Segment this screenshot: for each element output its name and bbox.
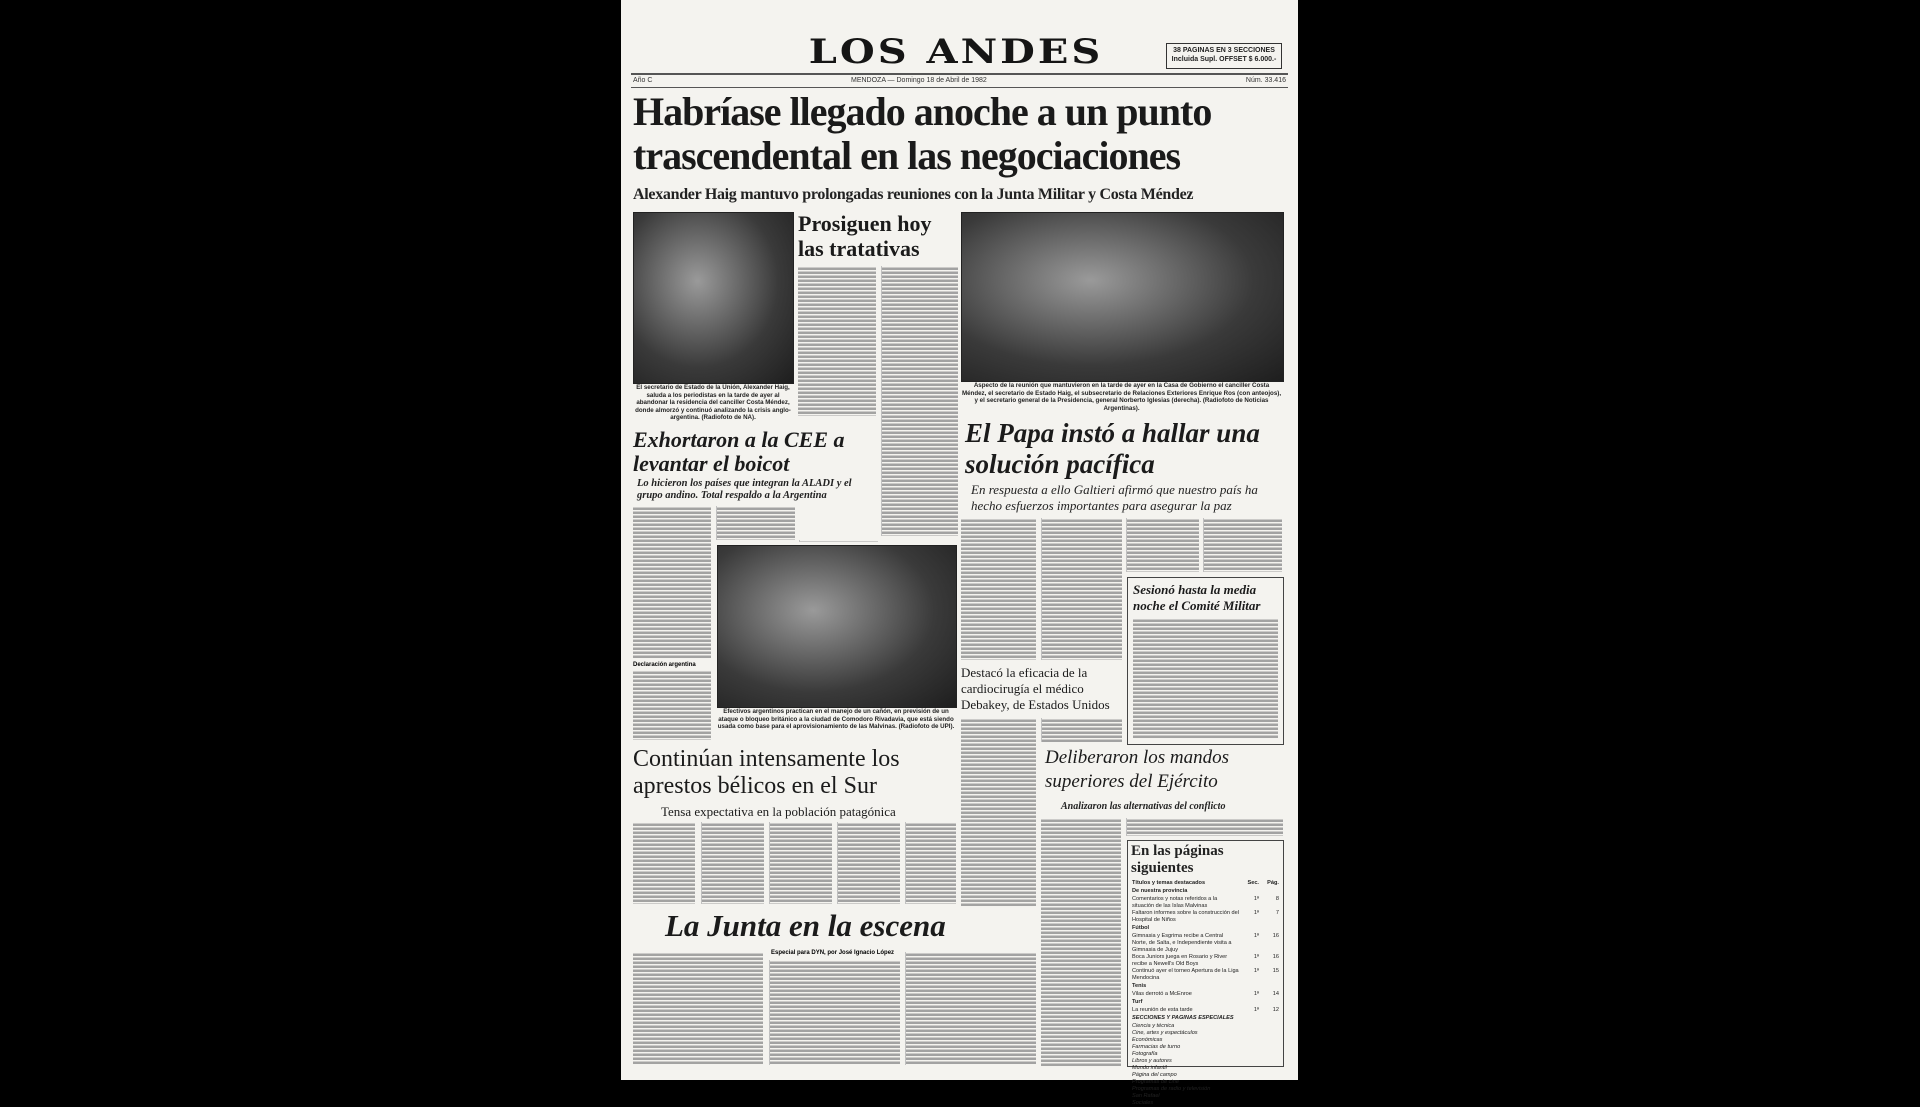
contents-ref: 15 [1272, 968, 1279, 974]
article-text [701, 822, 764, 904]
article-text [961, 718, 1036, 906]
headline-continuan: Continúan intensamente los aprestos bélicos en el Sur [633, 746, 900, 799]
contents-ref: 16 [1272, 933, 1279, 939]
article-text [905, 952, 1036, 1065]
contents-list [1128, 887, 1283, 1014]
contents-item-title: Gimnasia y Esgrima recibe a Central Norte, de Salta, e Independiente visita a Gimnasia de Jujuy [1132, 933, 1232, 953]
article-text [633, 506, 711, 658]
article-text [798, 266, 876, 416]
contents-header [1128, 880, 1283, 887]
article-text [1126, 818, 1283, 836]
special-item: Sociales [1132, 1100, 1154, 1106]
contents-ref: 1ª [1253, 954, 1259, 960]
subhead-continuan: Tensa expectativa en la población patagónica [661, 804, 896, 819]
lead-headline: Habríase llegado anoche a un punto trascendental en las negociaciones [633, 89, 1212, 178]
contents-ref: 7 [1275, 910, 1279, 916]
contents-ref: 1ª [1253, 968, 1259, 974]
year: Año C [633, 77, 653, 84]
headline-junta: La Junta en la escena [665, 908, 946, 943]
article-text [769, 960, 900, 1065]
contents-ref: 8 [1275, 896, 1279, 902]
headline-sesiono: Sesionó hasta la media noche el Comité Militar [1133, 582, 1261, 613]
special-item: Libros y autores [1132, 1058, 1172, 1064]
header-titles: Títulos y temas destacados [1132, 880, 1206, 886]
contents-ref: 1ª [1253, 1007, 1259, 1013]
special-item: Cine, artes y espectáculos [1132, 1030, 1198, 1036]
contents-ref: 12 [1272, 1007, 1279, 1013]
contents-item-title: La reunión de esta tarde [1132, 1007, 1193, 1013]
subhead-deliberaron: Analizaron las alternativas del conflicto [1061, 801, 1226, 812]
contents-ref: 14 [1272, 991, 1279, 997]
photo-cannon-drill [717, 545, 957, 708]
pages-count: 38 PAGINAS EN 3 SECCIONES [1173, 47, 1275, 54]
divider [631, 87, 1288, 88]
article-text [769, 822, 832, 904]
contents-item [1128, 954, 1283, 968]
sesiono-box [1127, 577, 1284, 745]
contents-group: De nuestra provincia [1132, 888, 1188, 894]
article-text [1126, 518, 1199, 572]
contents-item-title: Vilas derrotó a McEnroe [1132, 991, 1192, 997]
subhead-papa: En respuesta a ello Galtieri afirmó que nuestro país ha hecho esfuerzos importantes para asegurar la paz [971, 482, 1258, 513]
contents-ref: 16 [1272, 954, 1279, 960]
divider [631, 73, 1288, 75]
article-text [799, 540, 878, 542]
contents-item [1128, 910, 1283, 924]
article-text [961, 518, 1036, 660]
special-item: Mundo infantil [1132, 1065, 1167, 1071]
contents-item-title: Comentarios y notas referidos a la situación de las Islas Malvinas [1132, 896, 1218, 909]
contents-item [1128, 991, 1283, 998]
article-text [633, 670, 711, 740]
caption-meeting: Aspecto de la reunión que mantuvieron en la tarde de ayer en la Casa de Gobierno el canciller Costa Méndez, el secretario de Estado Haig, el subsecretario de Relaciones Exteriores Enrique Ros (con anteojos), y el secretario general de la Presidencia, general Norberto Iglesias (derecha). (Radiofoto de Noticias Argentinas). [961, 382, 1282, 412]
subhead-cee: Lo hicieron los países que integran la ALADI y el grupo andino. Total respaldo a la Argentina [637, 478, 852, 501]
contents-item-title: Continuó ayer el torneo Apertura de la Liga Mendocina [1132, 968, 1239, 981]
contents-ref: 1ª [1253, 991, 1259, 997]
special-item: Página del campo [1132, 1072, 1177, 1078]
contents-item [1128, 933, 1283, 954]
headline-deliberaron: Deliberaron los mandos superiores del Ejército [1045, 747, 1230, 792]
contents-group: Fútbol [1132, 925, 1150, 931]
contents-item [1128, 968, 1283, 982]
masthead-logo: LOS ANDES [808, 31, 1104, 72]
contents-item [1128, 1007, 1283, 1014]
contents-ref: 1ª [1253, 933, 1259, 939]
article-text [1041, 518, 1122, 660]
article-text [716, 506, 795, 540]
contents-title: En las páginas siguientes [1131, 843, 1224, 876]
headline-cee: Exhortaron a la CEE a levantar el boicot [633, 427, 845, 476]
headline-prosiguen: Prosiguen hoy las tratativas [798, 211, 932, 261]
article-text [633, 822, 695, 904]
article-text [905, 822, 956, 904]
special-item: Programas de cine [1132, 1079, 1179, 1085]
special-list [1128, 1023, 1283, 1107]
contents-ref: 1ª [1253, 910, 1259, 916]
special-item: Económicas [1132, 1037, 1163, 1043]
contents-item-title: Boca Juniors juega en Rosario y River recibe a Newell's Old Boys [1132, 954, 1228, 967]
article-text [633, 952, 763, 1065]
special-item: Farmacias de turno [1132, 1044, 1181, 1050]
contents-group: Tenis [1132, 983, 1147, 989]
article-text [837, 822, 900, 904]
contents-item [1128, 896, 1283, 910]
pages-info-box [1166, 43, 1282, 69]
headline-papa: El Papa instó a hallar una solución pacífica [965, 418, 1260, 479]
contents-item-title: Faltaron informes sobre la construcción del Hospital de Niños [1132, 910, 1239, 923]
supplement-price: Incluida Supl. OFFSET $ 6.000.- [1171, 56, 1277, 63]
special-item: San Rafael [1132, 1093, 1160, 1099]
date-line: MENDOZA — Domingo 18 de Abril de 1982 [851, 77, 987, 84]
contents-group: Turf [1132, 999, 1143, 1005]
newspaper-page [621, 0, 1298, 1106]
contents-box [1127, 840, 1284, 1106]
special-item: Programas de radio y televisión [1132, 1086, 1211, 1092]
headline-debakey: Destacó la eficacia de la cardiocirugía el médico Debakey, de Estados Unidos [961, 665, 1110, 712]
special-item: Fotografía [1132, 1051, 1158, 1057]
article-text [1203, 518, 1282, 572]
special-item: Ciencia y técnica [1132, 1023, 1175, 1029]
subsection-title: Declaración argentina [633, 662, 696, 668]
lead-subhead: Alexander Haig mantuvo prolongadas reuniones con la Junta Militar y Costa Méndez [633, 186, 1194, 203]
article-text [1133, 618, 1278, 738]
caption-cannon: Efectivos argentinos practican en el manejo de un cañón, en previsión de un ataque o bloqueo británico a la ciudad de Comodoro Rivadavia, que está siendo usada como base para el aprovisionamiento de las Malvinas. (Radiofoto de UPI). [717, 708, 955, 731]
photo-haig [633, 212, 794, 384]
photo-meeting [961, 212, 1284, 382]
byline-junta: Especial para DYN, por José Ignacio López [771, 950, 895, 956]
article-text [1041, 718, 1122, 742]
header-sec: Sec. [1247, 880, 1259, 886]
header-page: Pág. [1267, 880, 1279, 886]
contents-ref: 1ª [1253, 896, 1259, 902]
article-text [881, 266, 958, 536]
caption-haig: El secretario de Estado de la Unión, Alexander Haig, saluda a los periodistas en la tarde de ayer al abandonar la residencia del canciller Costa Méndez, donde almorzó y continuó analizando la crisis anglo-argentina. (Radiofoto de NA). [635, 384, 791, 422]
special-title: SECCIONES Y PAGINAS ESPECIALES [1132, 1015, 1234, 1021]
issue-number: Núm. 33.416 [1245, 77, 1286, 84]
